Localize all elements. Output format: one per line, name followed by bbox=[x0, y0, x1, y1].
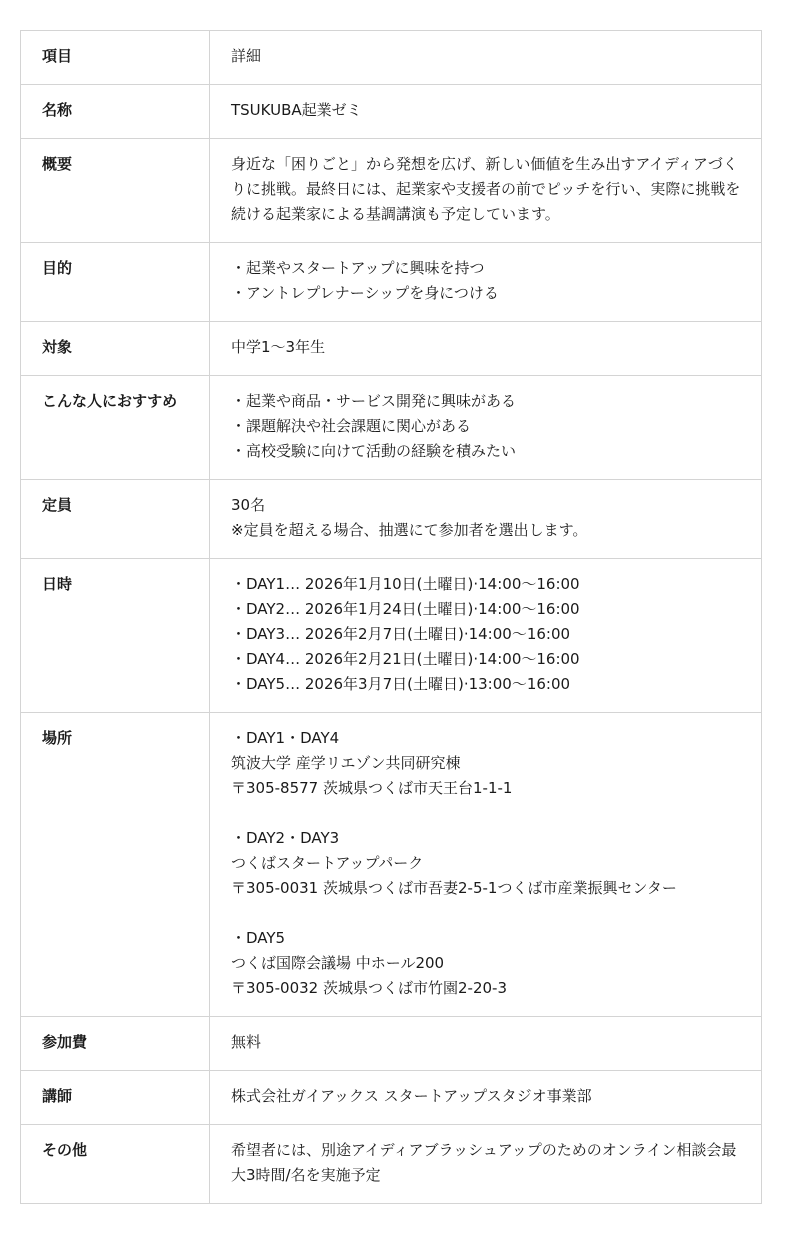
row-value bbox=[210, 480, 762, 559]
row-label: 参加費 bbox=[21, 1017, 210, 1071]
table-row bbox=[21, 31, 762, 85]
table-body bbox=[21, 31, 762, 1204]
value-line: ・課題解決や社会課題に関心がある bbox=[231, 417, 472, 435]
table-row bbox=[21, 139, 762, 243]
row-label: 項目 bbox=[21, 31, 210, 85]
value-line: ・アントレプレナーシップを身につける bbox=[231, 284, 499, 302]
value-line: ・DAY1… 2026年1月10日(土曜日)·14:00〜16:00 bbox=[231, 575, 580, 593]
value-line: つくばスタートアップパーク bbox=[231, 854, 424, 872]
table-row bbox=[21, 713, 762, 1017]
value-line: つくば国際会議場 中ホール200 bbox=[231, 954, 445, 972]
row-label: 定員 bbox=[21, 480, 210, 559]
value-line: 希望者には、別途アイディアブラッシュアップのためのオンライン相談会最大3時間/名を実施予定 bbox=[231, 1141, 737, 1184]
row-value bbox=[210, 713, 762, 1017]
value-line: ・DAY5 bbox=[231, 929, 286, 947]
table-row bbox=[21, 480, 762, 559]
value-line: ・DAY2・DAY3 bbox=[231, 829, 340, 847]
value-line: 株式会社ガイアックス スタートアップスタジオ事業部 bbox=[231, 1087, 592, 1105]
value-line: ・DAY1・DAY4 bbox=[231, 729, 340, 747]
table-row bbox=[21, 1125, 762, 1204]
row-label: 概要 bbox=[21, 139, 210, 243]
table-row bbox=[21, 322, 762, 376]
event-details-table-wrapper bbox=[20, 30, 762, 1204]
row-value bbox=[210, 322, 762, 376]
row-value bbox=[210, 376, 762, 480]
row-value bbox=[210, 85, 762, 139]
value-line: 〒305-8577 茨城県つくば市天王台1-1-1 bbox=[231, 779, 513, 797]
value-line: TSUKUBA起業ゼミ bbox=[231, 101, 362, 119]
value-line: 中学1〜3年生 bbox=[231, 338, 326, 356]
table-row bbox=[21, 1071, 762, 1125]
value-line: 〒305-0031 茨城県つくば市吾妻2-5-1つくば市産業振興センター bbox=[231, 879, 677, 897]
row-value bbox=[210, 243, 762, 322]
table-row bbox=[21, 1017, 762, 1071]
value-line: 詳細 bbox=[231, 47, 262, 65]
value-line: 〒305-0032 茨城県つくば市竹園2-20-3 bbox=[231, 979, 507, 997]
row-label: こんな人におすすめ bbox=[21, 376, 210, 480]
table-row bbox=[21, 559, 762, 713]
row-value bbox=[210, 559, 762, 713]
row-label: 講師 bbox=[21, 1071, 210, 1125]
value-line bbox=[231, 801, 741, 826]
value-line: 30名 bbox=[231, 496, 266, 514]
value-line: ・起業やスタートアップに興味を持つ bbox=[231, 259, 485, 277]
row-label: 対象 bbox=[21, 322, 210, 376]
value-line bbox=[231, 901, 741, 926]
value-line: 身近な「困りごと」から発想を広げ、新しい価値を生み出すアイディアづくりに挑戦。最終日には、起業家や支援者の前でピッチを行い、実際に挑戦を続ける起業家による基調講演も予定しています。 bbox=[231, 155, 741, 223]
value-line: ※定員を超える場合、抽選にて参加者を選出します。 bbox=[231, 521, 588, 539]
value-line: ・DAY5… 2026年3月7日(土曜日)·13:00〜16:00 bbox=[231, 675, 571, 693]
value-line: ・DAY3… 2026年2月7日(土曜日)·14:00〜16:00 bbox=[231, 625, 571, 643]
row-label: 名称 bbox=[21, 85, 210, 139]
row-label: 日時 bbox=[21, 559, 210, 713]
row-value bbox=[210, 31, 762, 85]
value-line: ・起業や商品・サービス開発に興味がある bbox=[231, 392, 517, 410]
row-label: 場所 bbox=[21, 713, 210, 1017]
row-label: 目的 bbox=[21, 243, 210, 322]
value-line: ・DAY2… 2026年1月24日(土曜日)·14:00〜16:00 bbox=[231, 600, 580, 618]
row-value bbox=[210, 1017, 762, 1071]
value-line: ・DAY4… 2026年2月21日(土曜日)·14:00〜16:00 bbox=[231, 650, 580, 668]
row-label: その他 bbox=[21, 1125, 210, 1204]
row-value bbox=[210, 1125, 762, 1204]
row-value bbox=[210, 1071, 762, 1125]
value-line: 無料 bbox=[231, 1033, 262, 1051]
table-row bbox=[21, 376, 762, 480]
event-details-table bbox=[20, 30, 762, 1204]
value-line: 筑波大学 産学リエゾン共同研究棟 bbox=[231, 754, 461, 772]
row-value bbox=[210, 139, 762, 243]
table-row bbox=[21, 85, 762, 139]
value-line: ・高校受験に向けて活動の経験を積みたい bbox=[231, 442, 517, 460]
table-row bbox=[21, 243, 762, 322]
